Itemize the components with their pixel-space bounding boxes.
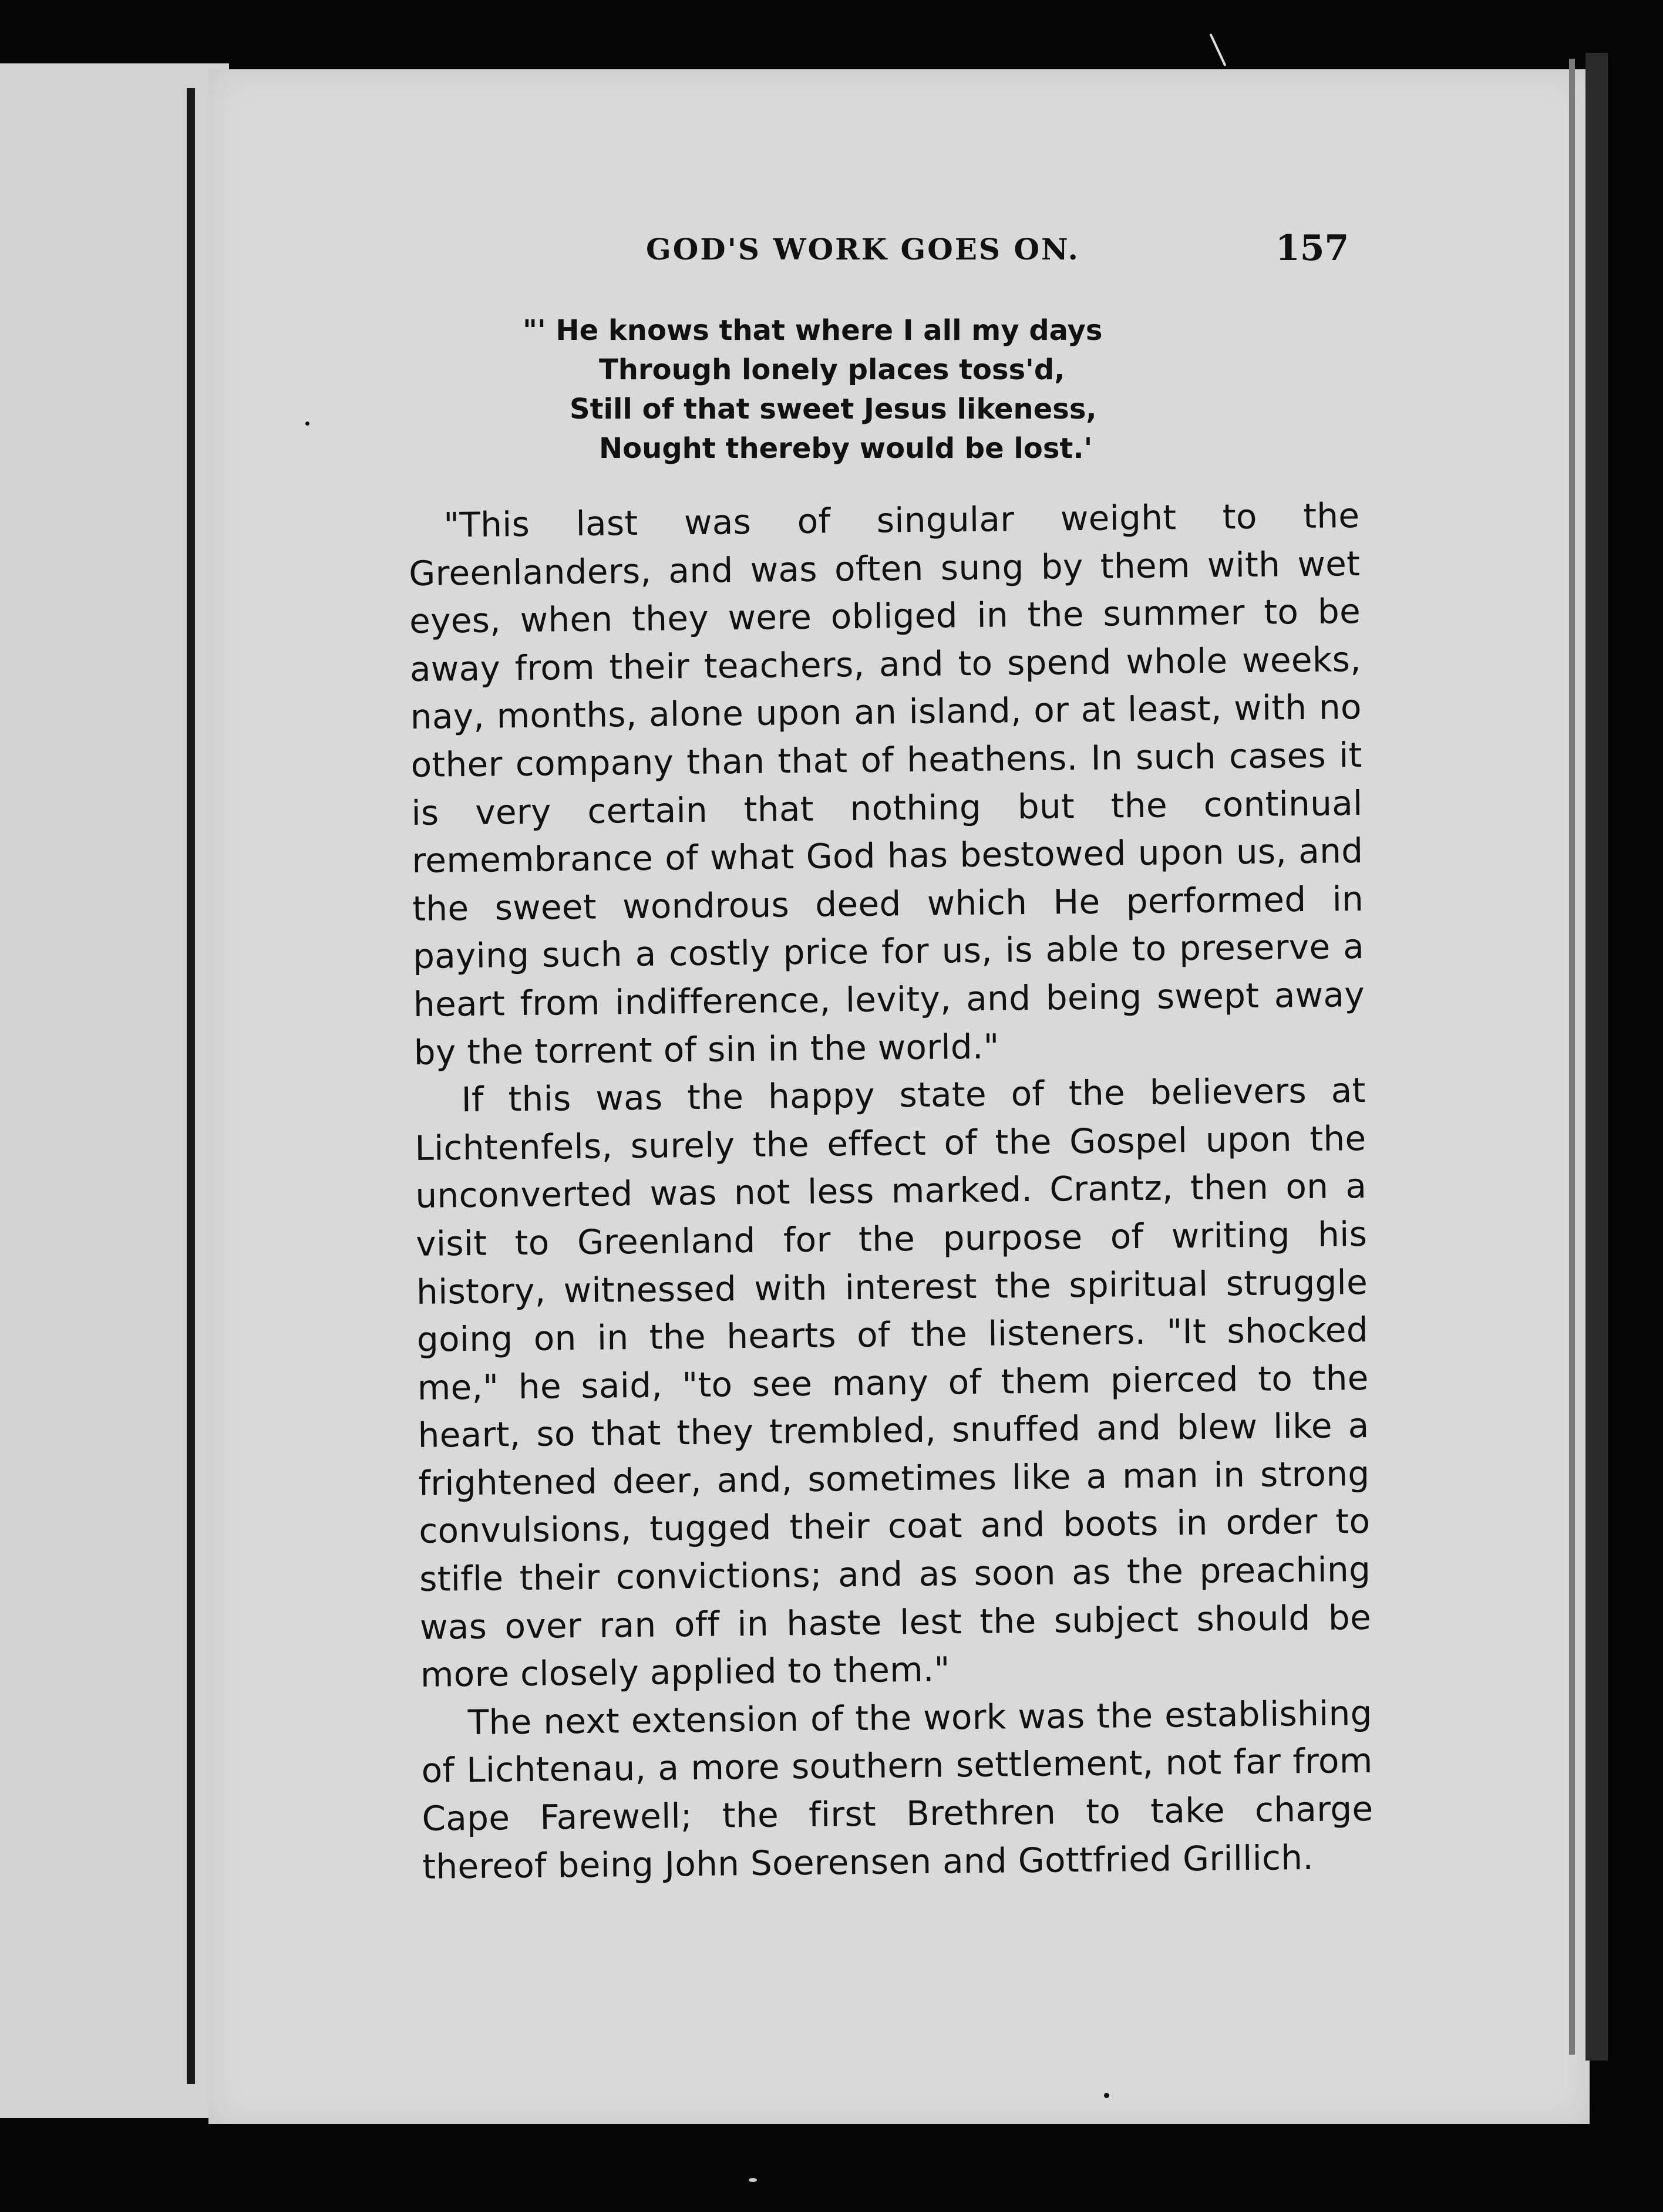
scan-speck	[749, 2178, 757, 2182]
poem-line: Still of that sweet Jesus likeness,	[570, 393, 1097, 426]
paragraph: "This last was of singular weight to the Greenlanders, and was often sung by them with wet eyes, when they were obliged in the summer to be away from their teachers, and to spend whole weeks, nay, months, alone upon an island, or at least, with no other company than that of heathens. In such cases it is very certain that nothing but the continual remembrance of what God has bestowed upon us, and the sweet wondrous deed which He performed in paying such a costly price for us, is able to preserve a heart from indifference, levity, and being swept away by the torrent of sin in the world."	[408, 495, 1365, 1073]
gutter-shadow	[187, 88, 195, 2084]
poem-line: Nought thereby would be lost.'	[599, 432, 1093, 465]
page-number: 157	[1275, 228, 1349, 269]
scan-speck	[1104, 2093, 1109, 2098]
paragraph: The next extension of the work was the establishing of Lichtenau, a more southern settlement, not far from Cape Farewell; the first Brethren to take charge thereof being John Soerensen and Gottfried Grillich.	[421, 1692, 1374, 1887]
body-text	[408, 492, 1374, 1891]
running-head: GOD'S WORK GOES ON.	[646, 232, 1080, 267]
poem-line: "' He knows that where I all my days	[523, 314, 1103, 347]
paragraph: If this was the happy state of the believers at Lichtenfels, surely the effect of the Gospel upon the unconverted was not less marked. Crantz, then on a visit to Greenland for the purpose of writing his history, witnessed with interest the spiritual struggle going on in the hearts of the listeners. "It shocked me," he said, "to see many of them pierced to the heart, so that they trembled, snuffed and blew like a frightened deer, and, sometimes like a man in strong convulsions, tugged their coat and boots in order to stifle their convictions; and as soon as the preaching was over ran off in haste lest the subject should be more closely applied to them."	[415, 1070, 1372, 1695]
poem-line: Through lonely places toss'd,	[599, 353, 1065, 386]
poem-stanza	[523, 311, 1102, 468]
scan-speck	[305, 422, 309, 426]
page-edge	[1585, 53, 1608, 2061]
scan-speck	[1210, 33, 1227, 66]
page-edge-highlight	[1569, 59, 1575, 2055]
